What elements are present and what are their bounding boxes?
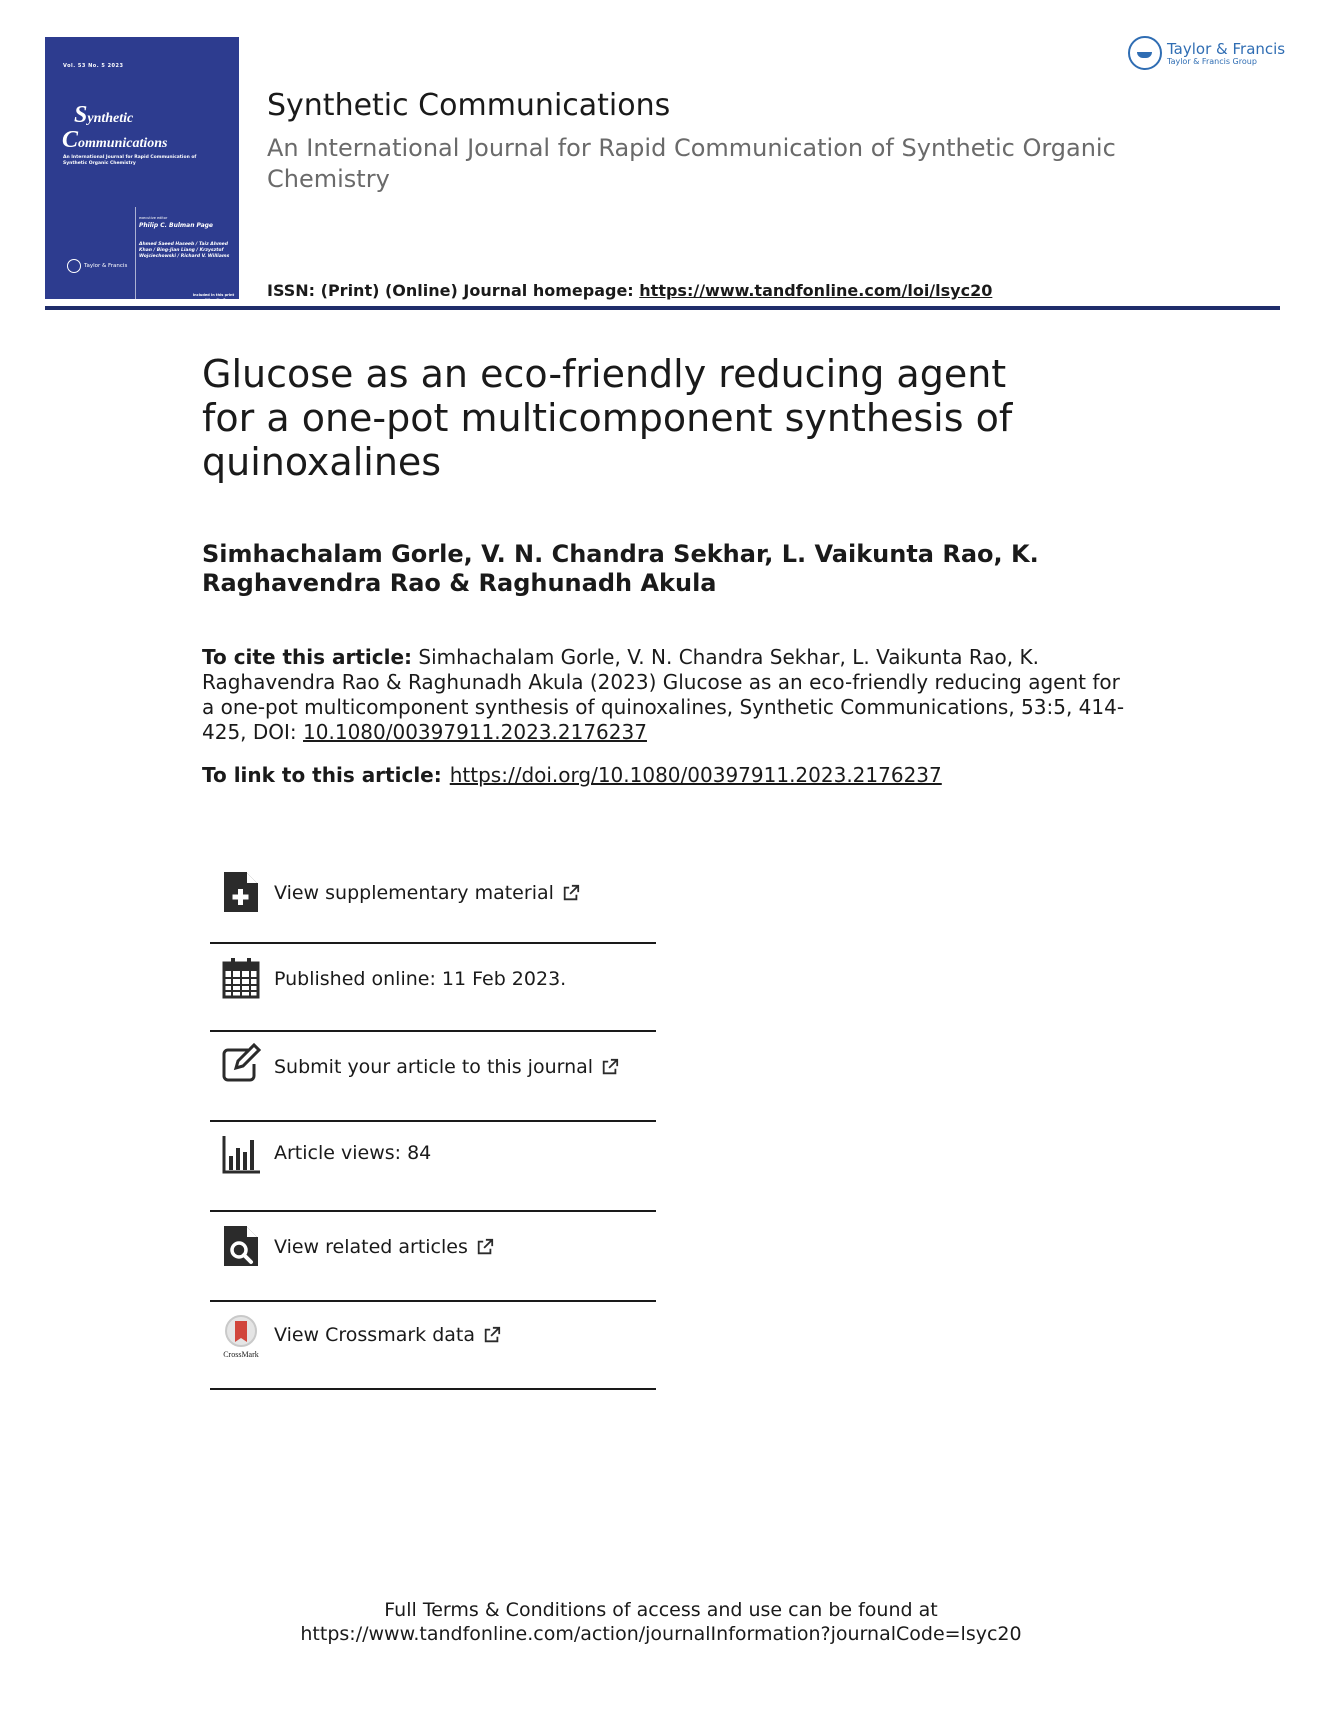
cover-editor: executive editor Philip C. Bulman Page [139,216,213,229]
cover-title-line2: Communications [62,127,168,153]
external-link-icon [601,1058,619,1076]
issn-line: ISSN: (Print) (Online) Journal homepage: https://www.tandfonline.com/loi/lsyc20 [267,281,993,300]
footer-line1: Full Terms & Conditions of access and use can be found at [384,1599,938,1621]
cover-publisher: Taylor & Francis [67,259,127,273]
cover-divider [135,207,136,307]
crossmark-badge [222,1314,260,1348]
calendar-icon [222,956,260,1000]
citation-text: Simhachalam Gorle, V. N. Chandra Sekhar, L. Vaikunta Rao, K. Raghavendra Rao & Raghunadh Akula (2023) Glucose as an eco-friendly reducing agent for a one-pot multicomponent synthesis of quinoxalines, Synthetic Communications, 53:5, 414-425, DOI: [202,645,1125,744]
publisher-group: Taylor & Francis Group [1167,56,1257,66]
journal-subtitle: An International Journal for Rapid Communication of Synthetic Organic Chemistry [267,134,1116,193]
cover-associate-editors: Ahmed Saeed Haseeb / Taiz Ahmed Khan / Bing-Jian Liang / Krzysztof Wojciechowski / Richard V. Williams [139,242,230,259]
published-label: Published online: 11 Feb 2023. [274,968,567,990]
article-title: Glucose as an eco-friendly reducing agent for a one-pot multicomponent synthesis of quinoxalines [202,352,1013,484]
journal-cover-image [45,37,239,302]
divider [210,1210,656,1212]
publisher-logo[interactable] [1128,36,1285,70]
views-label: Article views: 84 [274,1142,432,1164]
crossmark-icon [222,1314,260,1358]
article-doi-link[interactable]: https://doi.org/10.1080/00397911.2023.2176237 [449,763,942,787]
cover-title-line1: Synthetic [74,102,134,128]
submit-label: Submit your article to this journal [274,1056,594,1078]
publisher-name: Taylor & Francis [1167,39,1286,58]
journal-title: Synthetic Communications [267,88,671,123]
article-authors: Simhachalam Gorle, V. N. Chandra Sekhar, L. Vaikunta Rao, K. Raghavendra Rao & Raghunadh Akula [202,540,1039,597]
footer-terms [0,1598,1322,1646]
header-divider [45,306,1280,310]
crossmark-icon-text: CrossMark [223,1350,259,1359]
external-link-icon [483,1326,501,1344]
related-label: View related articles [274,1236,468,1258]
bar-chart-icon [222,1132,260,1176]
cover-volume-line: Vol. 53 No. 5 2023 [63,63,124,69]
divider [210,1120,656,1122]
citation-block [202,645,1132,745]
crossmark-label: View Crossmark data [274,1324,476,1346]
journal-homepage-link[interactable]: https://www.tandfonline.com/loi/lsyc20 [639,281,993,300]
link-label: To link to this article: [202,763,442,787]
file-plus-icon [222,870,260,914]
divider [210,1300,656,1302]
citation-doi-link[interactable]: 10.1080/00397911.2023.2176237 [303,720,647,744]
search-document-icon [222,1224,260,1268]
external-link-icon [476,1238,494,1256]
cover-subtitle: An International Journal for Rapid Communication of Synthetic Organic Chemistry [63,155,197,166]
supplementary-label: View supplementary material [274,882,554,904]
cover-publisher-logo-icon [67,259,81,273]
divider [210,1030,656,1032]
citation-label: To cite this article: [202,645,413,669]
footer-link[interactable]: https://www.tandfonline.com/action/journalInformation?journalCode=lsyc20 [300,1623,1022,1645]
divider [210,1388,656,1390]
edit-icon [222,1042,260,1086]
external-link-icon [562,884,580,902]
article-link-line [202,763,942,787]
cover-included-note: Included in this print edition Nr. 5 [192,293,235,302]
divider [210,942,656,944]
taylor-francis-logo-icon [1128,36,1162,70]
